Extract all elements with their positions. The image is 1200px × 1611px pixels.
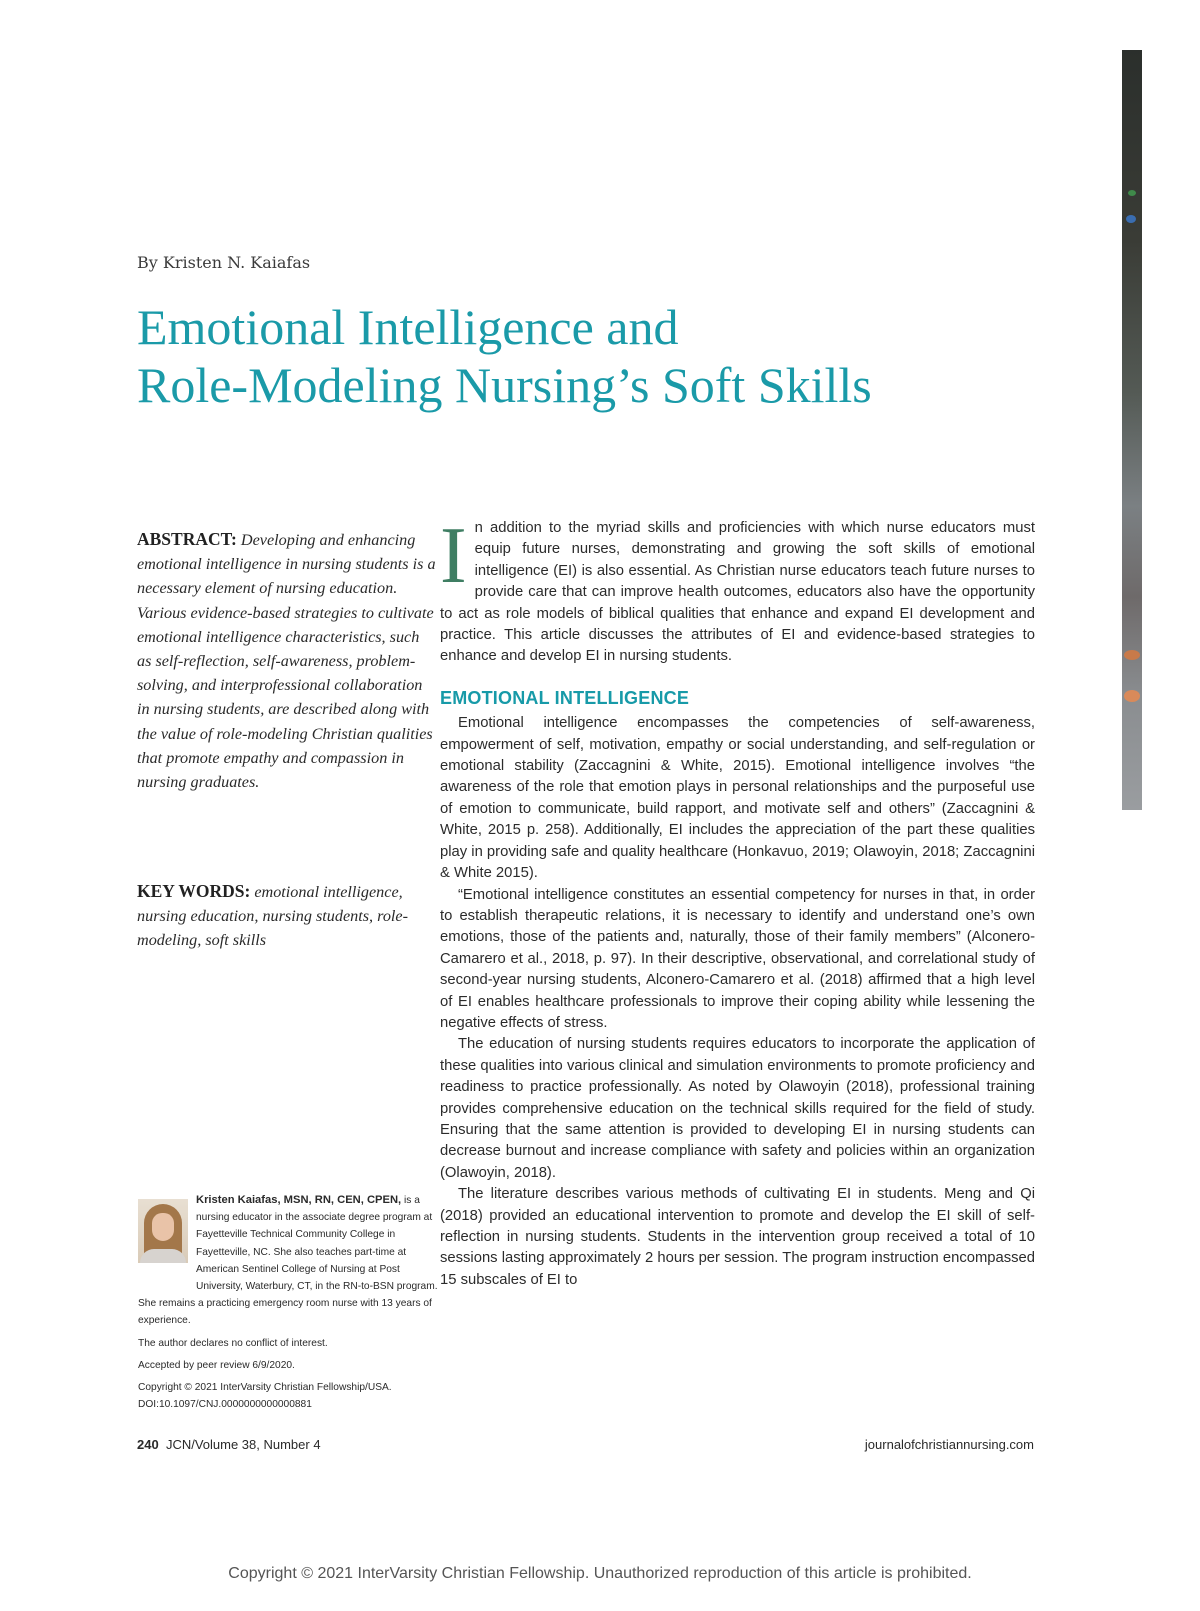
journal-website: journalofchristiannursing.com [864,1437,1034,1452]
cover-photo-strip [1122,50,1142,810]
copyright-watermark: Copyright © 2021 InterVarsity Christian Fellowship. Unauthorized reproduction of this article is prohibited. [228,1565,972,1582]
title-line-2: Role-Modeling Nursing’s Soft Skills [137,357,872,413]
intro-paragraph: In addition to the myriad skills and proficiencies with which nurse educators must equip future nurses, demonstrating and growing the soft skills of emotional intelligence (EI) is also essential. As Christian nurse educators teach future nurses to provide care that can improve health outcomes, educators also have the opportunity to act as role models of biblical qualities that enhance and expand EI development and practice. This article discusses the attributes of EI and evidence-based strategies to enhance and develop EI in nursing students. [440,512,1035,665]
abstract [137,527,437,794]
page-footer-left [137,1437,321,1452]
body-paragraph-4: The literature describes various methods of cultivating EI in students. Meng and Qi (2018) provided an educational intervention to promote and develop the EI skill of self-reflection in nursing students. Students in the intervention group received a total of 10 sessions lasting approximately 2 hours per session. The program instruction encompassed 15 subscales of EI to [440,1186,1035,1288]
body-paragraph-3: The education of nursing students requires educators to incorporate the application of these qualities into various clinical and simulation environments to promote proficiency and readiness to practice professionally. As noted by Olawoyin (2018), professional training provides comprehensive education on the technical skills required for the field of study. Ensuring that the same attention is provided to developing EI in nursing students can decrease burnout and increase compliance with safety and policies within an organization (Olawoyin, 2018). [440,1036,1035,1181]
body-paragraph-2: “Emotional intelligence constitutes an essential competency for nurses in that, in order to establish therapeutic relations, it is necessary to identify and understand one’s own emotions, those of the patients and, naturally, those of their family members” (Alconero-Camarero et al., 2018, p. 97). In their descriptive, observational, and correlational study of second-year nursing students, Alconero-Camarero et al. (2018) affirmed that a high level of EI enables healthcare professionals to improve their coping ability while lessening the negative effects of stress. [440,886,1035,1031]
copyright-note: Copyright © 2021 InterVarsity Christian Fellowship/USA. [138,1382,392,1394]
page-number: 240 [137,1437,159,1452]
byline: By Kristen N. Kaiafas [137,253,311,272]
abstract-text: Developing and enhancing emotional intelligence in nursing students is a necessary element of nursing education. Various evidence-based strategies to cultivate emotional intelligence characteristics, such as self-reflection, self-awareness, problem-solving, and interprofessional collaboration in nursing students, are described along with the value of role-modeling Christian qualities that promote empathy and compassion in nursing graduates. [137,531,436,792]
keywords-label: KEY WORDS: [137,881,251,901]
journal-info: JCN/Volume 38, Number 4 [165,1437,321,1452]
article-title [137,298,1097,414]
article-body [440,512,1035,1291]
abstract-label: ABSTRACT: [137,529,237,549]
drop-cap: I [440,512,467,600]
body-paragraph-1: Emotional intelligence encompasses the competencies of self-awareness, empowerment of self, motivation, empathy or social understanding, and self-regulation or emotional stability (Zaccagnini & White, 2015). Emotional intelligence involves “the awareness of the role that emotion plays in personal relationships and the purposeful use of emotion to communicate, build rapport, and motivate self and others” (Zaccagnini & White, 2015 p. 258). Additionally, EI includes the appreciation of the part these qualities play in providing safe and quality healthcare (Honkavuo, 2019; Olawoyin, 2018; Zaccagnini & White 2015). [440,715,1035,882]
title-line-1: Emotional Intelligence and [137,299,679,355]
conflict-statement: The author declares no conflict of interest. [138,1337,328,1349]
accepted-date: Accepted by peer review 6/9/2020. [138,1359,295,1371]
doi: DOI:10.1097/CNJ.0000000000000881 [138,1399,312,1411]
author-description: is a nursing educator in the associate degree program at Fayetteville Technical Community College in Fayetteville, NC. She also teaches part-time at American Sentinel College of Nursing at Post University, Waterbury, CT, in the RN-to-BSN program. She remains a practicing emergency room nurse with 13 years of experience. [138,1195,438,1327]
author-name: Kristen Kaiafas, MSN, RN, CEN, CPEN, [196,1194,402,1206]
section-heading: EMOTIONAL INTELLIGENCE [440,687,690,708]
keywords-text: emotional intelligence, nursing education, nursing students, role-modeling, soft skills [137,883,408,950]
author-bio [138,1192,438,1413]
keywords [137,879,437,953]
